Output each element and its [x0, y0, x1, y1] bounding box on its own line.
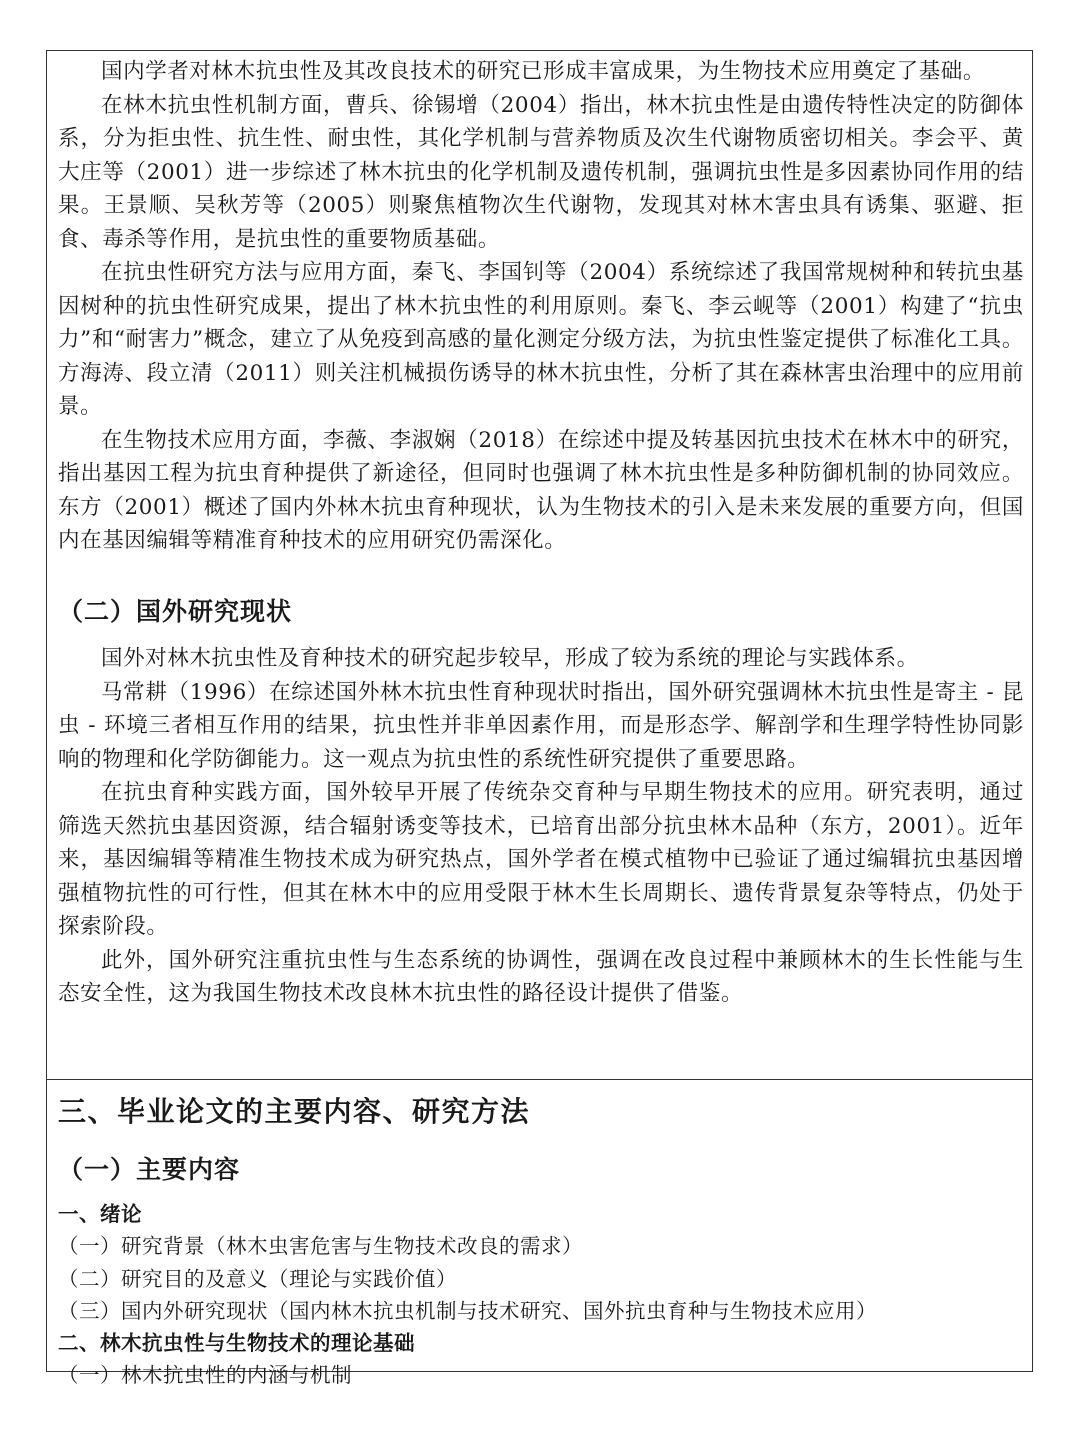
- main-content-subheading: （一）主要内容: [58, 1155, 241, 1184]
- section-divider: [46, 1079, 1033, 1080]
- domestic-paragraph: 在抗虫性研究方法与应用方面，秦飞、李国钊等（2004）系统综述了我国常规树种和转抗虫基因树种的抗虫性研究成果，提出了林木抗虫性的利用原则。秦飞、李云岘等（2001）构建了“抗虫力”和“耐害力”概念，建立了从免疫到高感的量化测定分级方法，为抗虫性鉴定提供了标准化工具。方海涛、段立清（2011）则关注机械损伤诱导的林木抗虫性，分析了其在森林害虫治理中的应用前景。: [58, 260, 1024, 419]
- outline-item: （二）研究目的及意义（理论与实践价值）: [58, 1266, 457, 1291]
- domestic-paragraph: 在林木抗虫性机制方面，曹兵、徐锡增（2004）指出，林木抗虫性是由遗传特性决定的防御体系，分为拒虫性、抗生性、耐虫性，其化学机制与营养物质及次生代谢物质密切相关。李会平、黄大庄等（2001）进一步综述了林木抗虫的化学机制及遗传机制，强调抗虫性是多因素协同作用的结果。王景顺、吴秋芳等（2005）则聚焦植物次生代谢物，发现其对林木害虫具有诱集、驱避、拒食、毒杀等作用，是抗虫性的重要物质基础。: [58, 92, 1024, 252]
- main-content-section: [58, 1092, 1024, 1392]
- domestic-research-section: [58, 55, 1024, 558]
- outline-item: 二、林木抗虫性与生物技术的理论基础: [58, 1331, 415, 1356]
- domestic-paragraph: 在生物技术应用方面，李薇、李淑娴（2018）在综述中提及转基因抗虫技术在林木中的研究，指出基因工程为抗虫育种提供了新途径，但同时也强调了林木抗虫性是多种防御机制的协同效应。东方（2001）概述了国内外林木抗虫育种现状，认为生物技术的引入是未来发展的重要方向，但国内在基因编辑等精准育种技术的应用研究仍需深化。: [58, 427, 1024, 553]
- foreign-paragraph: 国外对林木抗虫性及育种技术的研究起步较早，形成了较为系统的理论与实践体系。: [101, 646, 919, 671]
- outline-list: [58, 1198, 1024, 1392]
- foreign-paragraph: 在抗虫育种实践方面，国外较早开展了传统杂交育种与早期生物技术的应用。研究表明，通过筛选天然抗虫基因资源，结合辐射诱变等技术，已培育出部分抗虫林木品种（东方，2001）。近年来，基因编辑等精准生物技术成为研究热点，国外学者在模式植物中已验证了通过编辑抗虫基因增强植物抗性的可行性，但其在林木中的应用受限于林木生长周期长、遗传背景复杂等特点，仍处于探索阶段。: [58, 780, 1024, 939]
- foreign-research-heading: （二）国外研究现状: [58, 597, 293, 626]
- outline-item: （三）国内外研究现状（国内林木抗虫机制与技术研究、国外抗虫育种与生物技术应用）: [58, 1298, 877, 1323]
- foreign-paragraph: 马常耕（1996）在综述国外林木抗虫性育种现状时指出，国外研究强调林木抗虫性是寄主 - 昆虫 - 环境三者相互作用的结果，抗虫性并非单因素作用，而是形态学、解剖学和生理学特性协同影响的物理和化学防御能力。这一观点为抗虫性的系统性研究提供了重要思路。: [58, 679, 1024, 772]
- foreign-paragraph: 此外，国外研究注重抗虫性与生态系统的协调性，强调在改良过程中兼顾林木的生长性能与生态安全性，这为我国生物技术改良林木抗虫性的路径设计提供了借鉴。: [58, 947, 1024, 1006]
- outline-item: （一）林木抗虫性的内涵与机制: [58, 1363, 352, 1388]
- outline-item: （一）研究背景（林木虫害危害与生物技术改良的需求）: [58, 1234, 583, 1259]
- domestic-paragraph: 国内学者对林木抗虫性及其改良技术的研究已形成丰富成果，为生物技术应用奠定了基础。: [101, 59, 986, 84]
- foreign-research-section: [58, 594, 1024, 1011]
- section-title: 三、毕业论文的主要内容、研究方法: [58, 1095, 531, 1128]
- outline-item: 一、绪论: [58, 1202, 142, 1226]
